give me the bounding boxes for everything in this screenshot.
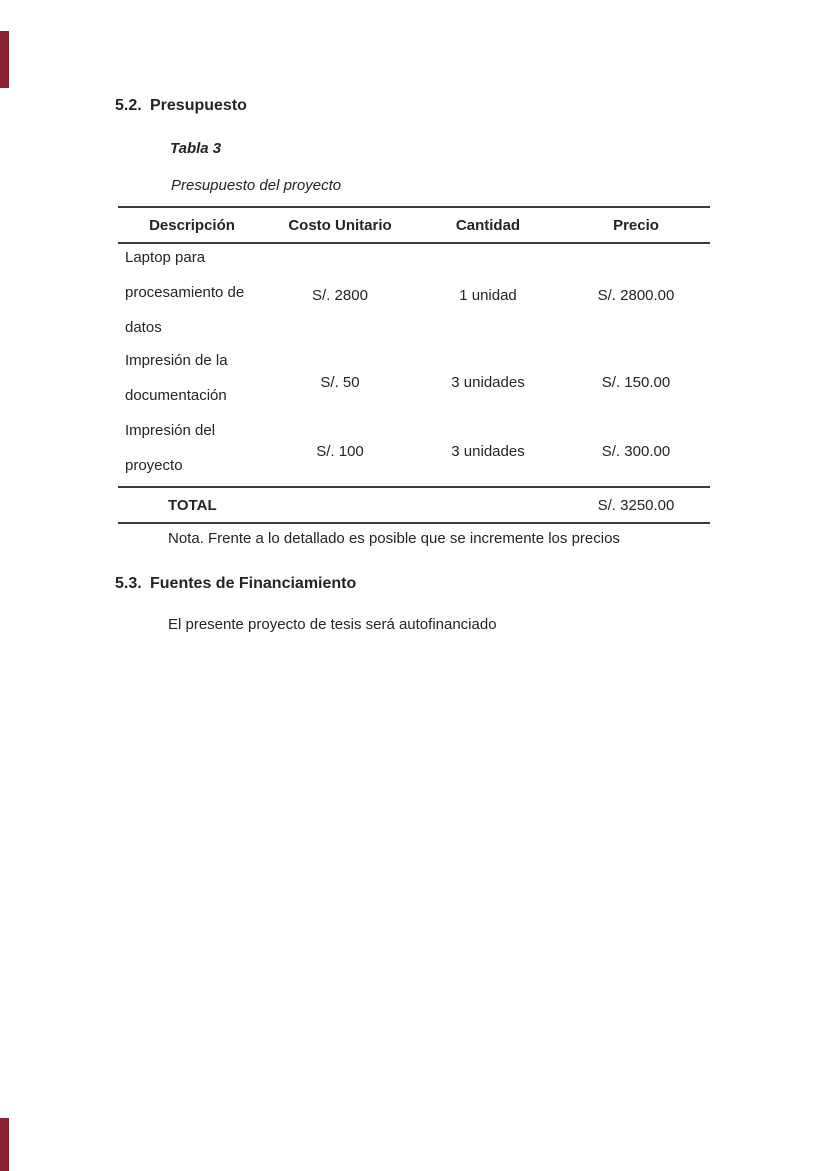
section-number: 5.3.	[115, 575, 142, 592]
budget-table-header	[118, 207, 710, 243]
cell-costo-unitario: S/. 100	[316, 443, 364, 460]
cell-precio: S/. 300.00	[601, 443, 671, 460]
budget-table-body	[118, 243, 710, 487]
table-row	[118, 243, 710, 347]
column-header-precio: Precio	[562, 207, 710, 243]
cell-precio: S/. 2800.00	[597, 287, 675, 304]
total-row	[118, 487, 710, 523]
section-5-3-body: El presente proyecto de tesis será autofinanciado	[168, 616, 497, 633]
total-empty-cantidad	[414, 487, 562, 523]
budget-table-footer	[118, 487, 710, 523]
cell-descripcion: Impresión del proyecto	[125, 422, 216, 474]
total-empty-costo	[266, 487, 414, 523]
table-note: Nota. Frente a lo detallado es posible que se incremente los precios	[168, 530, 620, 547]
cell-cantidad: 1 unidad	[459, 287, 517, 304]
total-label: TOTAL	[118, 487, 266, 523]
table-row	[118, 417, 710, 487]
column-header-costo-unitario: Costo Unitario	[266, 207, 414, 243]
section-title: Fuentes de Financiamiento	[150, 575, 357, 592]
table-row	[118, 347, 710, 417]
page-edge-mark-top	[0, 31, 9, 88]
header-row	[118, 207, 710, 243]
table-caption: Tabla 3	[170, 140, 222, 157]
column-header-descripcion: Descripción	[118, 207, 266, 243]
column-header-cantidad: Cantidad	[414, 207, 562, 243]
cell-cantidad: 3 unidades	[451, 373, 525, 391]
section-heading-presupuesto	[115, 97, 247, 115]
total-precio: S/. 3250.00	[562, 487, 710, 523]
budget-table	[118, 206, 710, 524]
page-edge-mark-bottom	[0, 1118, 9, 1171]
section-title: Presupuesto	[150, 97, 247, 114]
cell-cantidad: 3 unidades	[451, 443, 525, 460]
cell-precio: S/. 150.00	[601, 373, 671, 391]
cell-descripcion: Impresión de la documentación	[125, 352, 228, 404]
section-heading-fuentes-financiamiento	[115, 575, 356, 593]
table-subtitle: Presupuesto del proyecto	[171, 177, 342, 194]
cell-costo-unitario: S/. 2800	[312, 287, 368, 304]
section-number: 5.2.	[115, 97, 142, 114]
cell-costo-unitario: S/. 50	[320, 373, 360, 391]
cell-descripcion: Laptop para procesamiento de datos	[125, 249, 245, 336]
